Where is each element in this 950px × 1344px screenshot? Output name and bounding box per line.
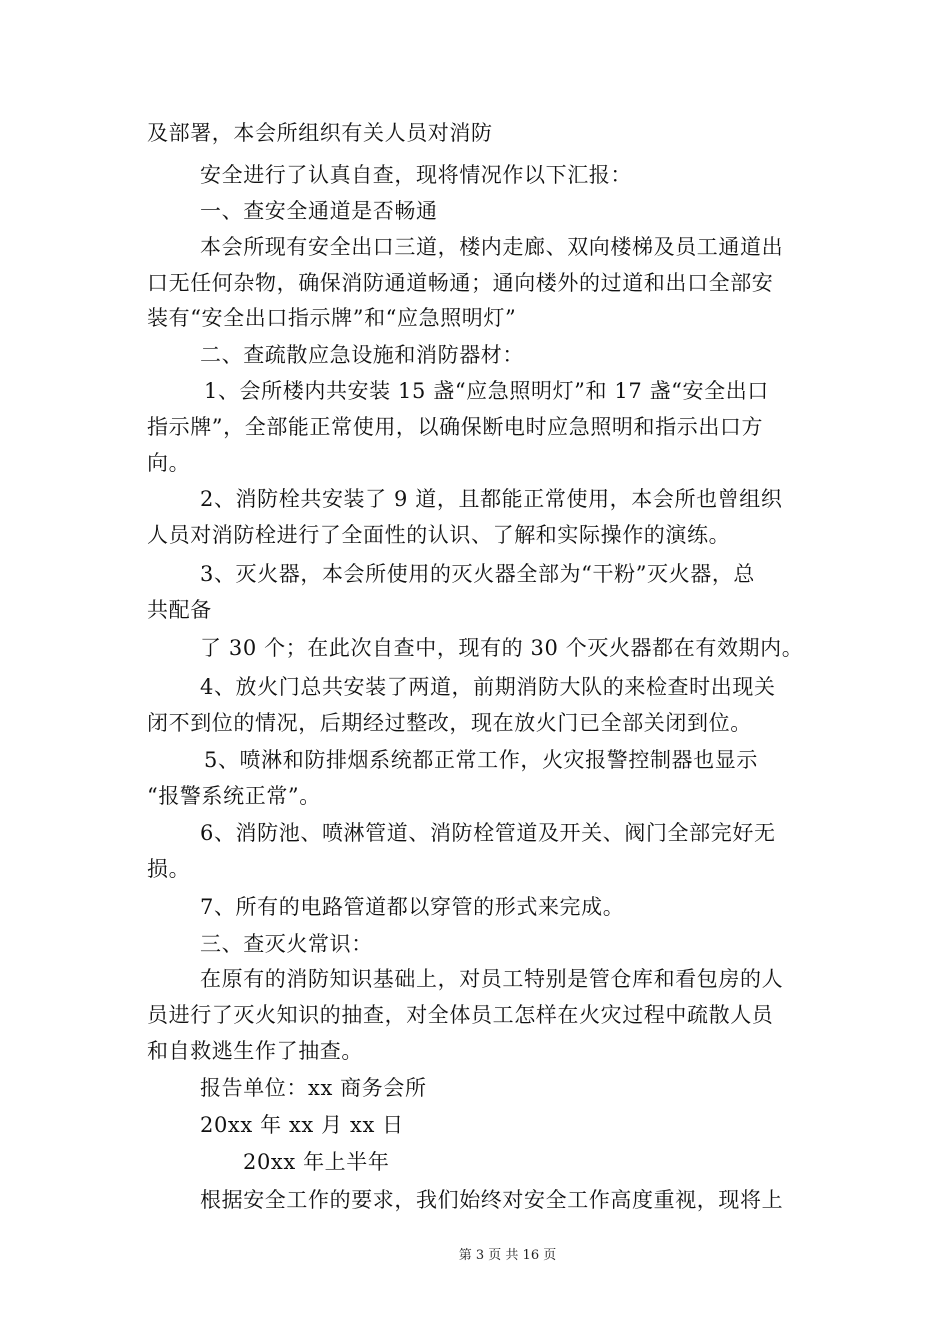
paragraph-line: 闭不到位的情况，后期经过整改，现在放火门已全部关闭到位。 (147, 711, 752, 735)
page-number: 第 3 页 共 16 页 (458, 1248, 557, 1263)
paragraph-line: 员进行了灭火知识的抽查，对全体员工怎样在火灾过程中疏散人员 (147, 1003, 774, 1027)
paragraph-line: 指示牌”，全部能正常使用，以确保断电时应急照明和指示出口方 (147, 415, 764, 439)
paragraph-line: 本会所现有安全出口三道，楼内走廊、双向楼梯及员工通道出 (200, 235, 784, 259)
paragraph-line: 和自救逃生作了抽查。 (147, 1039, 363, 1063)
paragraph-line: 根据安全工作的要求，我们始终对安全工作高度重视，现将上 (200, 1188, 784, 1212)
report-date: 20xx 年 xx 月 xx 日 (200, 1113, 404, 1137)
section-heading: 一、查安全通道是否畅通 (200, 199, 438, 223)
paragraph-line: 2、消防栓共安装了 9 道，且都能正常使用，本会所也曾组织 (200, 487, 783, 511)
paragraph-line: 了 30 个；在此次自查中，现有的 30 个灭火器都在有效期内。 (200, 636, 804, 660)
report-unit: 报告单位：xx 商务会所 (200, 1076, 427, 1100)
paragraph-line: 损。 (147, 857, 191, 881)
paragraph-line: 安全进行了认真自查，现将情况作以下汇报： (200, 163, 632, 187)
paragraph-line: 在原有的消防知识基础上，对员工特别是管仓库和看包房的人 (200, 967, 784, 991)
report-period: 20xx 年上半年 (243, 1150, 390, 1174)
paragraph-line: 1、会所楼内共安装 15 盏“应急照明灯”和 17 盏“安全出口 (204, 379, 769, 403)
paragraph-line: 5、喷淋和防排烟系统都正常工作，火灾报警控制器也显示 (204, 748, 758, 772)
paragraph-line: 及部署，本会所组织有关人员对消防 (147, 121, 493, 145)
paragraph-line: 口无任何杂物，确保消防通道畅通；通向楼外的过道和出口全部安 (147, 271, 774, 295)
paragraph-line: 向。 (147, 451, 191, 475)
paragraph-line: 6、消防池、喷淋管道、消防栓管道及开关、阀门全部完好无 (200, 821, 776, 845)
paragraph-line: 7、所有的电路管道都以穿管的形式来完成。 (200, 895, 625, 919)
paragraph-line: 装有“安全出口指示牌”和“应急照明灯” (147, 306, 517, 330)
paragraph-line: 人员对消防栓进行了全面性的认识、了解和实际操作的演练。 (147, 523, 731, 547)
paragraph-line: 共配备 (147, 598, 212, 622)
paragraph-line: “报警系统正常”。 (147, 784, 321, 808)
section-heading: 二、查疏散应急设施和消防器材： (200, 343, 524, 367)
paragraph-line: 3、灭火器，本会所使用的灭火器全部为“干粉”灭火器，总 (200, 562, 756, 586)
section-heading: 三、查灭火常识： (200, 932, 373, 956)
paragraph-line: 4、放火门总共安装了两道，前期消防大队的来检查时出现关 (200, 675, 776, 699)
